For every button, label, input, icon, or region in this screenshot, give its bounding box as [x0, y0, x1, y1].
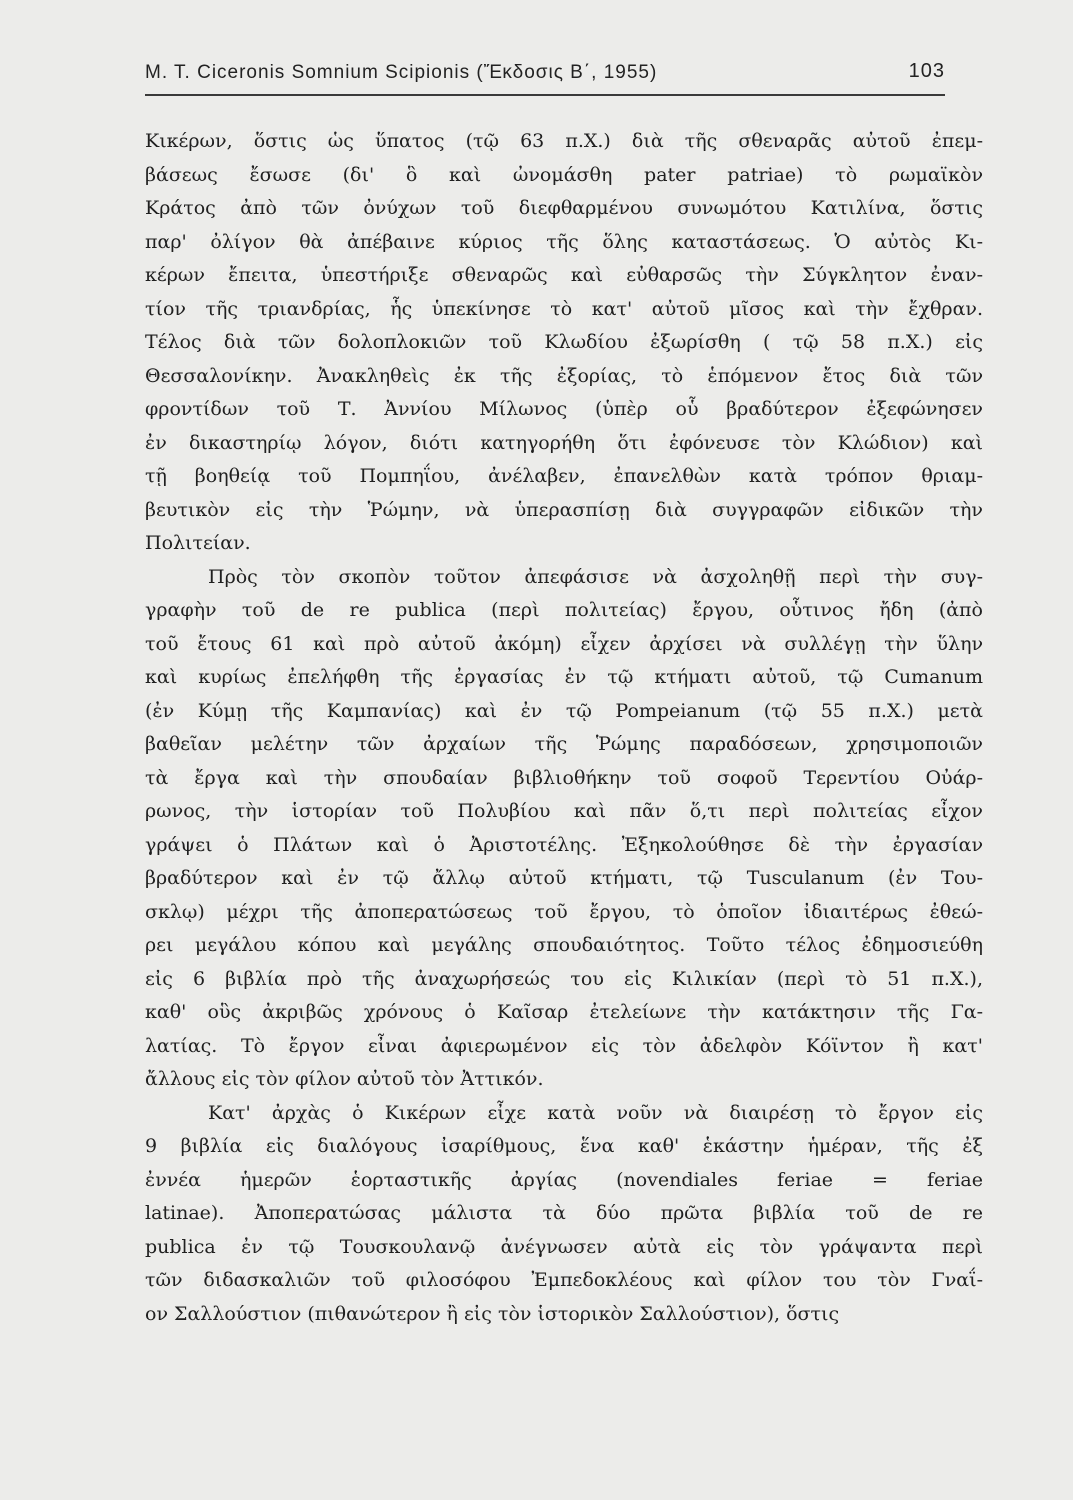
header-rule [145, 94, 945, 96]
text-line: ἐννέα ἡμερῶν ἑορταστικῆς ἀργίας (novendiales feriae = feriae [145, 1168, 983, 1191]
text-line: ον Σαλλούστιον (πιθανώτερον ἢ εἰς τὸν ἱστορικὸν Σαλλούστιον), ὅστις [145, 1302, 840, 1325]
text-line: τίον τῆς τριανδρίας, ἧς ὑπεκίνησε τὸ κατ' αὐτοῦ μῖσος καὶ τὴν ἔχθραν. [145, 297, 983, 320]
text-line: ρει μεγάλου κόπου καὶ μεγάλης σπουδαιότητος. Τοῦτο τέλος ἐδημοσιεύθη [145, 934, 983, 956]
page-number: 103 [908, 60, 945, 82]
text-line: καθ' οὓς ἀκριβῶς χρόνους ὁ Καῖσαρ ἐτελείωνε τὴν κατάκτησιν τῆς Γα- [145, 1001, 983, 1023]
text-line: τῶν διδασκαλιῶν τοῦ φιλοσόφου Ἐμπεδοκλέους καὶ φίλον του τὸν Γναΐ- [145, 1269, 983, 1291]
paragraph-start-line: Κατ' ἀρχὰς ὁ Κικέρων εἶχε κατὰ νοῦν νὰ διαιρέσῃ τὸ ἔργον εἰς [208, 1101, 983, 1124]
text-line: Κράτος ἀπὸ τῶν ὀνύχων τοῦ διεφθαρμένου συνωμότου Κατιλίνα, ὅστις [145, 197, 983, 219]
text-line: ἐν δικαστηρίῳ λόγον, διότι κατηγορήθη ὅτι ἐφόνευσε τὸν Κλώδιον) καὶ [145, 431, 983, 454]
text-line: τὰ ἔργα καὶ τὴν σπουδαίαν βιβλιοθήκην τοῦ σοφοῦ Τερεντίου Οὐάρ- [145, 766, 983, 789]
text-line: latinae). Ἀποπερατώσας μάλιστα τὰ δύο πρῶτα βιβλία τοῦ de re [145, 1202, 983, 1224]
header-title: M. T. Ciceronis Somnium Scipionis (Ἔκδοσις Β΄, 1955) [145, 62, 658, 83]
text-line: παρ' ὀλίγον θὰ ἀπέβαινε κύριος τῆς ὅλης καταστάσεως. Ὁ αὐτὸς Κι- [145, 230, 983, 253]
text-line: φροντίδων τοῦ Τ. Ἀννίου Μίλωνος (ὑπὲρ οὗ βραδύτερον ἐξεφώνησεν [145, 398, 983, 420]
text-line: λατίας. Τὸ ἔργον εἶναι ἀφιερωμένον εἰς τὸν ἀδελφὸν Κόϊντον ἢ κατ' [145, 1034, 983, 1057]
text-line: Κικέρων, ὅστις ὡς ὕπατος (τῷ 63 π.Χ.) διὰ τῆς σθεναρᾶς αὐτοῦ ἐπεμ- [145, 130, 983, 152]
text-line: publica ἐν τῷ Τουσκουλανῷ ἀνέγνωσεν αὐτὰ εἰς τὸν γράψαντα περὶ [145, 1235, 983, 1258]
text-line: Θεσσαλονίκην. Ἀνακληθεὶς ἐκ τῆς ἐξορίας, τὸ ἑπόμενον ἔτος διὰ τῶν [145, 364, 983, 387]
text-line: γραφὴν τοῦ de re publica (περὶ πολιτείας) ἔργου, οὗτινος ἤδη (ἀπὸ [145, 599, 983, 621]
text-line: βευτικὸν εἰς τὴν Ῥώμην, νὰ ὑπερασπίσῃ διὰ συγγραφῶν εἰδικῶν τὴν [145, 498, 983, 521]
text-line: ἄλλους εἰς τὸν φίλον αὐτοῦ τὸν Ἀττικόν. [145, 1068, 544, 1090]
text-line: (ἐν Κύμῃ τῆς Καμπανίας) καὶ ἐν τῷ Pompeianum (τῷ 55 π.Χ.) μετὰ [145, 699, 983, 722]
running-header [145, 58, 945, 90]
text-line: Πολιτείαν. [145, 532, 251, 554]
paragraph-start-line: Πρὸς τὸν σκοπὸν τοῦτον ἀπεφάσισε νὰ ἀσχοληθῇ περὶ τὴν συγ- [208, 565, 983, 588]
text-line: κέρων ἔπειτα, ὑπεστήριξε σθεναρῶς καὶ εὐθαρσῶς τὴν Σύγκλητον ἐναν- [145, 264, 983, 286]
text-line: 9 βιβλία εἰς διαλόγους ἰσαρίθμους, ἕνα καθ' ἑκάστην ἡμέραν, τῆς ἐξ [145, 1135, 983, 1157]
text-line: εἰς 6 βιβλία πρὸ τῆς ἀναχωρήσεώς του εἰς Κιλικίαν (περὶ τὸ 51 π.Χ.), [145, 967, 983, 990]
text-line: βαθεῖαν μελέτην τῶν ἀρχαίων τῆς Ῥώμης παραδόσεων, χρησιμοποιῶν [145, 733, 983, 755]
text-line: βραδύτερον καὶ ἐν τῷ ἄλλῳ αὐτοῦ κτήματι, τῷ Tusculanum (ἐν Του- [145, 867, 983, 889]
text-line: γράψει ὁ Πλάτων καὶ ὁ Ἀριστοτέλης. Ἐξηκολούθησε δὲ τὴν ἐργασίαν [145, 833, 983, 856]
text-line: ρωνος, τὴν ἱστορίαν τοῦ Πολυβίου καὶ πᾶν ὅ,τι περὶ πολιτείας εἶχον [145, 800, 983, 822]
text-line: βάσεως ἔσωσε (δι' ὃ καὶ ὠνομάσθη pater patriae) τὸ ρωμαϊκὸν [145, 163, 983, 186]
body-text [145, 125, 983, 1331]
text-line: τῇ βοηθείᾳ τοῦ Πομπηΐου, ἀνέλαβεν, ἐπανελθὼν κατὰ τρόπον θριαμ- [145, 465, 983, 487]
text-line: καὶ κυρίως ἐπελήφθη τῆς ἐργασίας ἐν τῷ κτήματι αὐτοῦ, τῷ Cumanum [145, 666, 983, 688]
text-line: Τέλος διὰ τῶν δολοπλοκιῶν τοῦ Κλωδίου ἐξωρίσθη ( τῷ 58 π.Χ.) εἰς [145, 331, 983, 353]
text-line: σκλῳ) μέχρι τῆς ἀποπερατώσεως τοῦ ἔργου, τὸ ὁποῖον ἰδιαιτέρως ἐθεώ- [145, 900, 983, 923]
text-line: τοῦ ἔτους 61 καὶ πρὸ αὐτοῦ ἀκόμη) εἶχεν ἀρχίσει νὰ συλλέγῃ τὴν ὕλην [145, 632, 983, 655]
